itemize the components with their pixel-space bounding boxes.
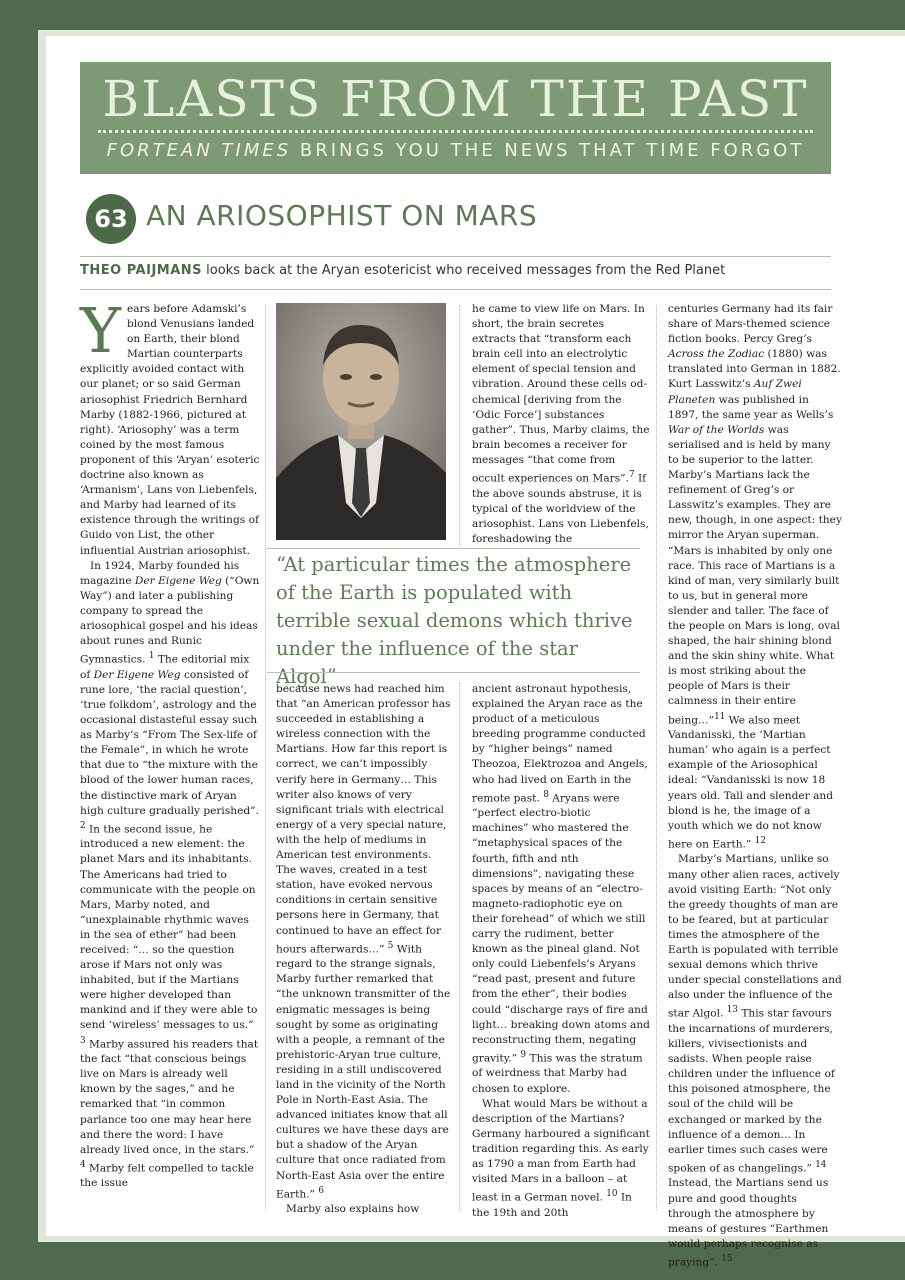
banner-divider	[98, 130, 813, 133]
banner-subtitle-italic: FORTEAN TIMES	[106, 140, 292, 161]
pull-quote: “At particular times the atmosphere of the Earth is populated with terrible sexual demons which thrive under the influence of the star Algol”	[276, 553, 633, 688]
body-column-3-top: he came to view life on Mars. In short, the brain secretes extracts that “transform each brain cell into an electrolytic element of special tension and vibration. Around these cells od-chemical [deriving from the ‘Odic Force’] substances gather”. Thus, Marby claims, the brain becomes a receiver for messages “that come from occult experiences on Mars”.$^7$ If the above sounds abstruse, it is typical of the worldview of the ariosophist. Lans von Liebenfels, foreshadowing the	[472, 303, 650, 545]
body-column-2: because news had reached him that “an American professor has succeeded in establishing a wireless connection with the Martians. How far this report is correct, we can’t impossibly verify here in Germany… This writer also knows of very significant trials with electrical energy of a very special nature, with the help of mediums in American test environments. The waves, created in a test station, have evoked nervous conditions in certain sensitive persons here in Germany, that continued to have an effect for hours afterwards…” $^5$ With regard to the strange signals, Marby further remarked that “the unknown transmitter of the enigmatic messages is being sought by some as originating with a people, a remnant of the prehistoric-Aryan true culture, residing in a still undiscovered land in the vicinity of the North Pole in North-East Asia. The advanced initiates know that all cultures we have these days are but a shadow of the Aryan culture that once radiated from North-East Asia over the entire Earth.” $^6$ Marby also explains how	[276, 683, 451, 1216]
banner-title: BLASTS FROM THE PAST	[102, 70, 809, 128]
banner-subtitle	[80, 140, 831, 161]
column-divider	[459, 305, 460, 545]
standfirst	[80, 263, 725, 278]
body-column-4: centuries Germany had its fair share of Mars-themed science fiction books. Percy Greg’s Across the Zodiac (1880) was translated into German in 1882. Kurt Lasswitz’s Auf Zwei Planeten was published in 1897, the same year as Wells’s War of the Worlds was serialised and is held by many to be superior to the latter. Marby’s Martians lack the refinement of Greg’s or Lasswitz’s examples. They are new, though, in one aspect: they mirror the Aryan superman. “Mars is inhabited by only one race. This race of Martians is a kind of man, very similarly built to us, but in general more slender and taller. The face of the people on Mars is long, oval shaped, the hair shining blond and the skin shiny white. What is most striking about the people of Mars is their calmness in their entire being…”$^{11}$ We also meet Vandanisski, the ‘Martian human’ who again is a perfect example of the Ariosophical ideal: “Vandanisski is now 18 years old. Tall and slender and blond is he, the image of a youth which we do not know here on Earth.” $^{12}$ Marby’s Martians, unlike so many other alien races, actively avoid visiting Earth: “Not only the greedy thoughts of man are to be feared, but at particular times the atmosphere of the Earth is populated with terrible sexual demons which thrive under special constellations and also under the influence of the star Algol. $^{13}$ This star favours the incarnations of murderers, killers, vivisectionists and sadists. When people raise children under the influence of this poisoned atmosphere, the soul of the child will be exchanged or marked by the influence of a demon… In earlier times such cases were spoken of as changelings.” $^{14}$ Instead, the Martians send us pure and good thoughts through the atmosphere by means of gestures “Earthmen would perhaps recognise as praying”. $^{15}$	[668, 303, 842, 1269]
drop-cap: Y	[80, 294, 121, 367]
pull-quote-bottom-rule	[267, 672, 640, 673]
article-title: AN ARIOSOPHIST ON MARS	[146, 199, 538, 232]
portrait-photo-icon	[276, 303, 446, 540]
portrait-photo	[276, 303, 446, 540]
banner-subtitle-rest: BRINGS YOU THE NEWS THAT TIME FORGOT	[291, 140, 805, 161]
pull-quote-top-rule	[267, 548, 640, 549]
body-column-3-bottom: ancient astronaut hypothesis, explained the Aryan race as the product of a meticulous breeding programme conducted by “higher beings” named Theozoa, Elektrozoa and Angels, who had lived on Earth in the remote past. $^8$ Aryans were “perfect electro-biotic machines” who mastered the “metaphysical spaces of the fourth, fifth and nth dimensions”, navigating these spaces by means of an “electro-magneto-radiophotic eye on their forehead” of which we still carry the rudiment, better known as the pineal gland. Not only could Liebenfels’s Aryans “read past, present and future from the ether”, their bodies could “discharge rays of fire and light… breaking down atoms and reconstructing them, negating gravity.” $^9$ This was the stratum of weirdness that Marby had chosen to explore. What would Mars be without a description of the Martians? Germany harboured a significant tradition regarding this. As early as 1790 a man from Earth had visited Mars in a balloon – at least in a German novel. $^{10}$ In the 19th and 20th	[472, 683, 650, 1219]
body-column-1: Y ears before Adamski’s blond Venusians landed on Earth, their blond Martian counterparts explicitly avoided contact with our planet; or so said German ariosophist Friedrich Bernhard Marby (1882-1966, pictured at right). ‘Ariosophy’ was a term coined by the most famous proponent of this ‘Aryan’ esoteric doctrine also known as ‘Armanism’, Lans von Liebenfels, and Marby had learned of its existence through the writings of Guido von List, the other influential Austrian ariosophist. In 1924, Marby founded his magazine Der Eigene Weg (“Own Way”) and later a publishing company to spread the ariosophical gospel and his ideas about runes and Runic Gymnastics. $^1$ The editorial mix of Der Eigene Weg consisted of rune lore, ‘the racial question’, ‘true folkdom’, astrology and the occasional distasteful essay such as Marby’s “From The Sex-life of the Female”, in which he wrote that due to “the mixture with the blood of the lower human races, the distinctive mark of Aryan high culture gradually perished”. $^2$ In the second issue, he introduced a new element: the planet Mars and its inhabitants. The Americans had tried to communicate with the people on Mars, Marby noted, and “unexplainable rhythmic waves in the sea of ether” had been received: “… so the question arose if Mars not only was inhabited, but if the Martians were higher developed than mankind and if they were able to send ‘wireless’ messages to us.” $^3$ Marby assured his readers that the fact “that conscious beings live on Mars is already well known by the sages,” and he remarked that “in common parlance too one may hear here and there the word: I have already lived once, in the stars.” $^4$ Marby felt compelled to tackle the issue	[80, 294, 260, 1190]
section-banner	[80, 62, 831, 174]
standfirst-bottom-rule	[80, 289, 831, 290]
standfirst-top-rule	[80, 256, 831, 257]
column-divider	[459, 683, 460, 1211]
article-number-badge: 63	[86, 194, 136, 244]
column-divider	[265, 305, 266, 1210]
column-divider	[656, 305, 657, 1210]
standfirst-text: looks back at the Aryan esotericist who received messages from the Red Planet	[202, 263, 726, 278]
author-name: THEO PAIJMANS	[80, 263, 203, 278]
